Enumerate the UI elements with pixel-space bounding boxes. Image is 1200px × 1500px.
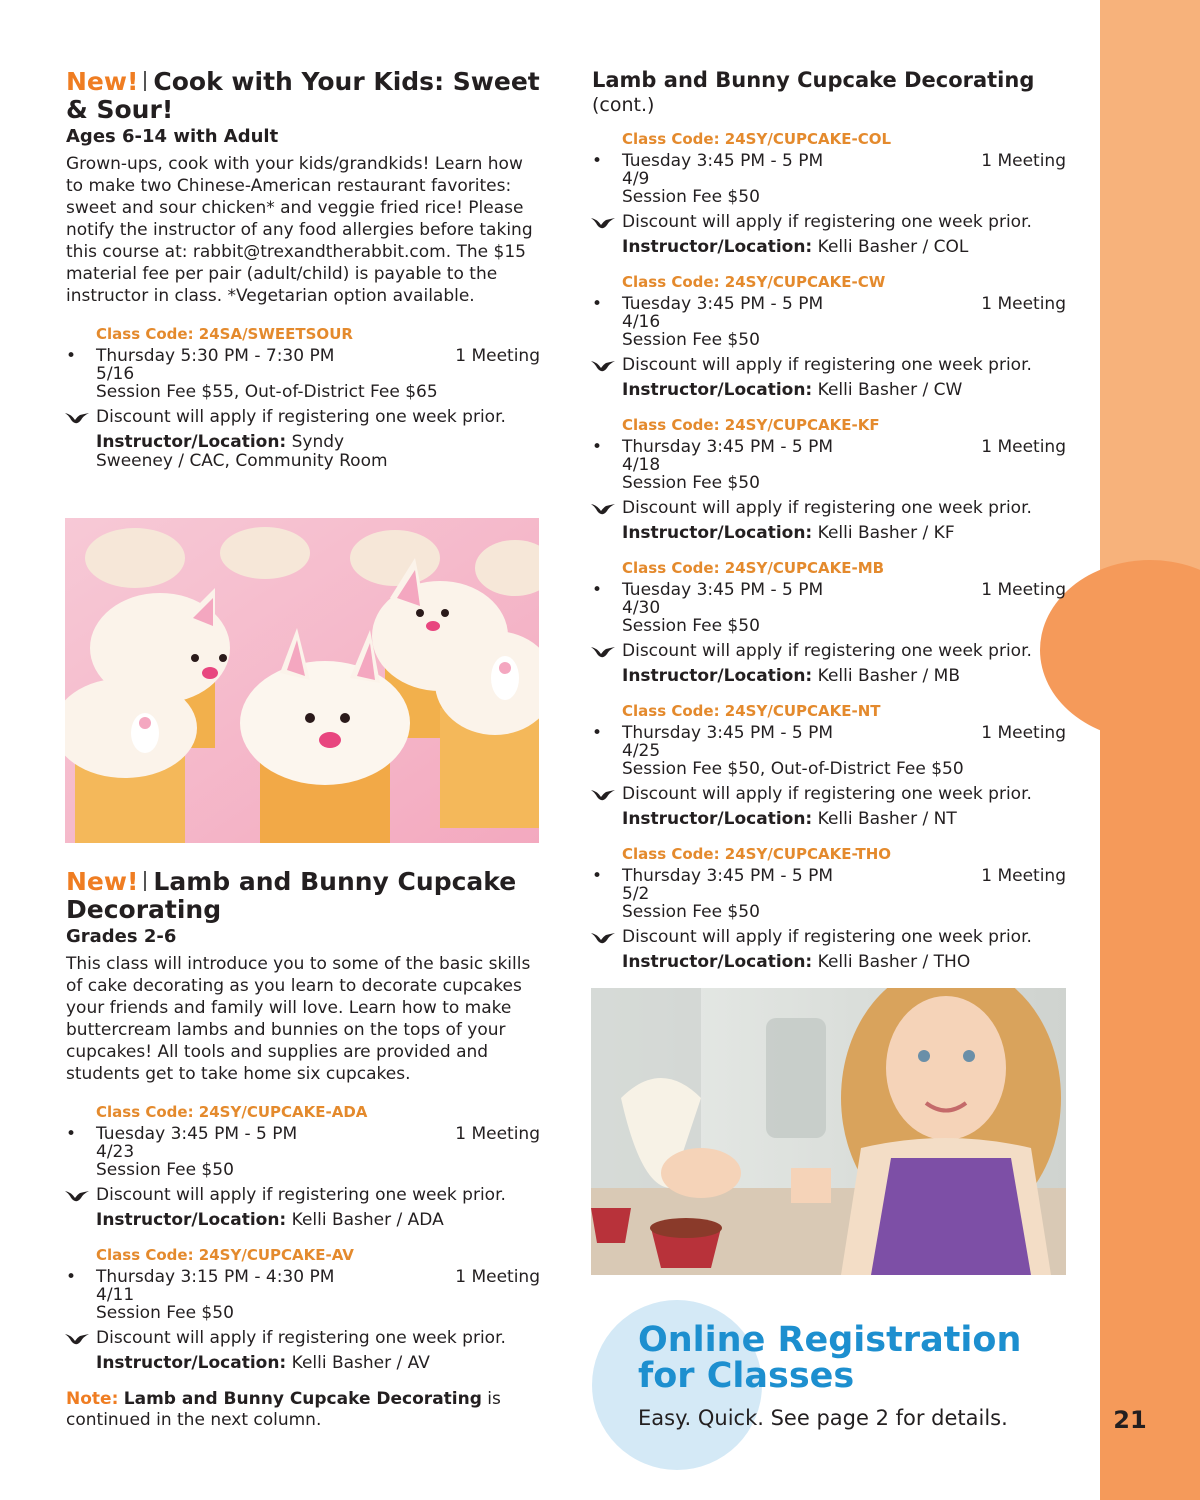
class-code: Class Code: 24SY/CUPCAKE-AV (96, 1246, 354, 1264)
course1-description: Grown-ups, cook with your kids/grandkids! Learn how to make two Chinese-American restaurant favorites: sweet and sour chicken* and veggie fried rice! Please notify the instructor of any food allergies before taking this course at: rabbit@trexandtherabbit.com. The $15 material fee per pair (adult/child) is payable to the instructor in class. *Vegetarian option available. (66, 154, 533, 306)
session-time-row (592, 152, 1066, 170)
session-date: 4/30 (622, 598, 661, 618)
day-time: Thursday 3:45 PM - 5 PM (622, 437, 834, 457)
class-code: Class Code: 24SY/CUPCAKE-THO (622, 845, 892, 863)
continued-title: Lamb and Bunny Cupcake Decorating (592, 68, 1035, 92)
discount-row (592, 927, 1066, 947)
online-registration-callout (592, 1300, 1092, 1470)
instructor-location (592, 810, 1066, 829)
sidebar-bottom-band (1100, 640, 1200, 1500)
bullet-icon: • (592, 580, 603, 600)
class-code: Class Code: 24SY/CUPCAKE-CW (622, 273, 886, 291)
callout-title-line2: for Classes (638, 1356, 855, 1396)
instructor-location (592, 524, 1066, 543)
right-column (592, 68, 1066, 988)
bunny-cupcakes-photo (65, 518, 539, 843)
instructor-label: Instructor/Location: (96, 432, 287, 452)
session-time-row (66, 1268, 540, 1286)
discount-row (592, 498, 1066, 518)
bullet-icon: • (592, 151, 603, 171)
new-badge: New! (66, 867, 139, 896)
instructor-label: Instructor/Location: (96, 1210, 287, 1230)
meetings: 1 Meeting (455, 1124, 540, 1144)
session-date: 5/16 (96, 364, 135, 384)
bullet-icon: • (66, 346, 77, 366)
instructor-location (66, 1211, 540, 1230)
class-code: Class Code: 24SY/CUPCAKE-COL (622, 130, 892, 148)
session-date: 4/18 (622, 455, 661, 475)
session-date: 5/2 (622, 884, 650, 904)
discount-row (592, 355, 1066, 375)
class-code: Class Code: 24SY/CUPCAKE-NT (622, 702, 881, 720)
bullet-icon: • (66, 1124, 77, 1144)
discount-bird-icon (590, 359, 616, 373)
session-time-row (592, 867, 1066, 885)
meetings: 1 Meeting (455, 346, 540, 366)
session-fee: Session Fee $50 (622, 616, 760, 636)
discount-row (66, 407, 540, 427)
discount-row (592, 784, 1066, 804)
session-block (66, 1103, 540, 1230)
session-date: 4/23 (96, 1142, 135, 1162)
session-date: 4/11 (96, 1285, 135, 1305)
session-time-row (592, 581, 1066, 599)
note-text: is continued in the next column. (66, 1389, 501, 1430)
sidebar-top-band (1100, 0, 1200, 640)
discount-text: Discount will apply if registering one week prior. (622, 498, 1032, 518)
session-block (592, 702, 1066, 829)
session-time-row (592, 295, 1066, 313)
session-fee: Session Fee $50 (96, 1303, 234, 1323)
session-fee: Session Fee $50 (96, 1160, 234, 1180)
instructor-value: Kelli Basher / COL (817, 237, 969, 257)
discount-row (66, 1185, 540, 1205)
discount-bird-icon (590, 645, 616, 659)
note-label: Note: (66, 1389, 119, 1409)
day-time: Tuesday 3:45 PM - 5 PM (96, 1124, 298, 1144)
discount-bird-icon (64, 1189, 90, 1203)
course1-subtitle: Ages 6-14 with Adult (66, 126, 279, 147)
divider-bar (144, 871, 146, 891)
session-fee: Session Fee $55, Out-of-District Fee $65 (96, 382, 438, 402)
instructor-value: Kelli Basher / KF (817, 523, 955, 543)
callout-title-line1: Online Registration (638, 1320, 1022, 1360)
session-block (66, 325, 540, 471)
instructor-value: Kelli Basher / ADA (291, 1210, 444, 1230)
class-code: Class Code: 24SY/CUPCAKE-KF (622, 416, 880, 434)
instructor-label: Instructor/Location: (622, 809, 813, 829)
meetings: 1 Meeting (981, 437, 1066, 457)
girl-decorating-photo (591, 988, 1066, 1275)
instructor-value: Kelli Basher / AV (291, 1353, 430, 1373)
day-time: Thursday 5:30 PM - 7:30 PM (96, 346, 335, 366)
bullet-icon: • (592, 723, 603, 743)
discount-text: Discount will apply if registering one week prior. (96, 1328, 506, 1348)
callout-subtitle: Easy. Quick. See page 2 for details. (638, 1406, 1008, 1430)
discount-row (592, 212, 1066, 232)
meetings: 1 Meeting (981, 580, 1066, 600)
day-time: Thursday 3:45 PM - 5 PM (622, 723, 834, 743)
bullet-icon: • (66, 1267, 77, 1287)
instructor-value: Kelli Basher / CW (817, 380, 963, 400)
session-time-row (66, 1125, 540, 1143)
session-time-row (66, 347, 540, 365)
day-time: Tuesday 3:45 PM - 5 PM (622, 151, 824, 171)
meetings: 1 Meeting (455, 1267, 540, 1287)
session-time-row (592, 438, 1066, 456)
instructor-location (592, 953, 1066, 972)
session-fee: Session Fee $50 (622, 473, 760, 493)
instructor-label: Instructor/Location: (622, 666, 813, 686)
session-date: 4/16 (622, 312, 661, 332)
discount-bird-icon (64, 1332, 90, 1346)
instructor-location (66, 433, 426, 471)
page-number: 21 (1113, 1406, 1147, 1434)
day-time: Tuesday 3:45 PM - 5 PM (622, 580, 824, 600)
discount-text: Discount will apply if registering one week prior. (622, 784, 1032, 804)
instructor-value: Kelli Basher / NT (817, 809, 957, 829)
discount-text: Discount will apply if registering one week prior. (96, 1185, 506, 1205)
discount-row (66, 1328, 540, 1348)
callout-title (638, 1322, 1021, 1394)
session-block (66, 1246, 540, 1373)
course2-title: Lamb and Bunny Cupcake Decorating (66, 867, 517, 924)
discount-text: Discount will apply if registering one week prior. (622, 927, 1032, 947)
session-fee: Session Fee $50 (622, 330, 760, 350)
discount-bird-icon (590, 931, 616, 945)
left-column (66, 68, 540, 487)
instructor-label: Instructor/Location: (622, 523, 813, 543)
instructor-label: Instructor/Location: (96, 1353, 287, 1373)
note (66, 1389, 540, 1431)
session-block (592, 845, 1066, 972)
class-code: Class Code: 24SA/SWEETSOUR (96, 325, 353, 343)
discount-bird-icon (64, 411, 90, 425)
discount-text: Discount will apply if registering one week prior. (96, 407, 506, 427)
meetings: 1 Meeting (981, 151, 1066, 171)
instructor-value: Kelli Basher / MB (817, 666, 960, 686)
session-block (592, 559, 1066, 686)
discount-bird-icon (590, 216, 616, 230)
orange-sidebar (1100, 0, 1200, 1500)
discount-text: Discount will apply if registering one week prior. (622, 641, 1032, 661)
class-code: Class Code: 24SY/CUPCAKE-ADA (96, 1103, 368, 1121)
day-time: Thursday 3:45 PM - 5 PM (622, 866, 834, 886)
discount-bird-icon (590, 788, 616, 802)
bullet-icon: • (592, 294, 603, 314)
meetings: 1 Meeting (981, 866, 1066, 886)
course2-section (66, 868, 540, 1431)
session-fee: Session Fee $50 (622, 902, 760, 922)
day-time: Thursday 3:15 PM - 4:30 PM (96, 1267, 335, 1287)
course2-sessions (66, 1103, 540, 1373)
session-block (592, 130, 1066, 257)
meetings: 1 Meeting (981, 294, 1066, 314)
continued-heading (592, 68, 1066, 116)
class-code: Class Code: 24SY/CUPCAKE-MB (622, 559, 885, 577)
course1-heading (66, 68, 540, 124)
instructor-label: Instructor/Location: (622, 952, 813, 972)
session-date: 4/9 (622, 169, 650, 189)
new-badge: New! (66, 67, 139, 96)
instructor-location (592, 381, 1066, 400)
session-time-row (592, 724, 1066, 742)
bullet-icon: • (592, 866, 603, 886)
instructor-label: Instructor/Location: (622, 237, 813, 257)
session-block (592, 416, 1066, 543)
session-fee: Session Fee $50, Out-of-District Fee $50 (622, 759, 964, 779)
divider-bar (144, 71, 146, 91)
discount-bird-icon (590, 502, 616, 516)
session-fee: Session Fee $50 (622, 187, 760, 207)
right-sessions (592, 130, 1066, 972)
meetings: 1 Meeting (981, 723, 1066, 743)
session-date: 4/25 (622, 741, 661, 761)
discount-text: Discount will apply if registering one week prior. (622, 355, 1032, 375)
continued-suffix: (cont.) (592, 94, 655, 116)
bullet-icon: • (592, 437, 603, 457)
course2-description: This class will introduce you to some of the basic skills of cake decorating as you learn to decorate cupcakes your friends and family will love. Learn how to make buttercream lambs and bunnies on the tops of your cupcakes! All tools and supplies are provided and students get to take home six cupcakes. (66, 954, 531, 1084)
instructor-value: Kelli Basher / THO (817, 952, 971, 972)
day-time: Tuesday 3:45 PM - 5 PM (622, 294, 824, 314)
instructor-location (66, 1354, 540, 1373)
note-bold: Lamb and Bunny Cupcake Decorating (123, 1389, 482, 1409)
discount-text: Discount will apply if registering one week prior. (622, 212, 1032, 232)
instructor-value: Syndy Sweeney / CAC, Community Room (96, 432, 388, 471)
course2-heading (66, 868, 540, 924)
instructor-location (592, 238, 1066, 257)
discount-row (592, 641, 1066, 661)
course2-subtitle: Grades 2-6 (66, 926, 177, 947)
instructor-location (592, 667, 1066, 686)
course1-title: Cook with Your Kids: Sweet & Sour! (66, 67, 540, 124)
instructor-label: Instructor/Location: (622, 380, 813, 400)
session-block (592, 273, 1066, 400)
